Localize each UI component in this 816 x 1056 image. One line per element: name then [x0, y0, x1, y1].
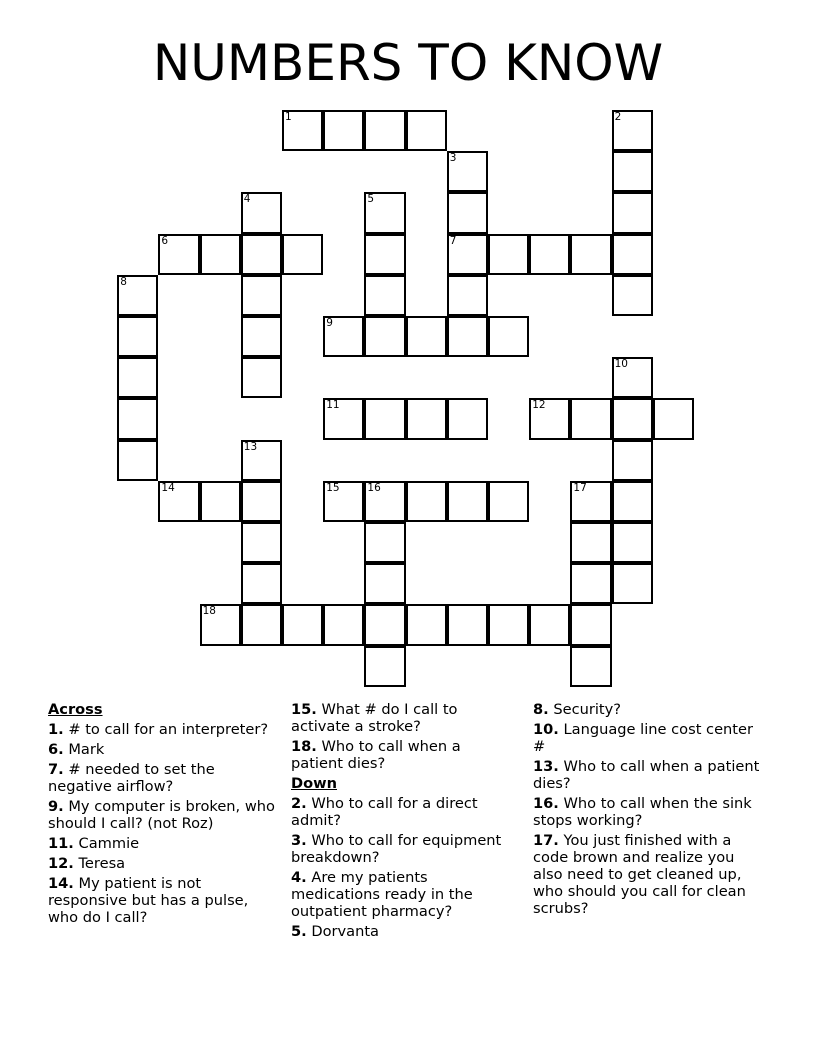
- clue-down-16: 16. Who to call when the sink stops working?: [533, 795, 752, 829]
- grid-cell[interactable]: [241, 234, 282, 275]
- grid-cell[interactable]: [447, 316, 488, 357]
- grid-cell[interactable]: [364, 398, 405, 439]
- grid-cell[interactable]: [529, 604, 570, 645]
- grid-cell[interactable]: [570, 604, 611, 645]
- grid-cell[interactable]: [241, 357, 282, 398]
- clue-number: 8: [120, 275, 127, 288]
- grid-cell[interactable]: [364, 481, 405, 522]
- clue-number: 2: [614, 111, 622, 123]
- grid-cell[interactable]: [447, 192, 488, 233]
- grid-cell[interactable]: [241, 440, 282, 481]
- grid-cell[interactable]: [612, 192, 653, 233]
- clue-number: 16: [367, 481, 381, 494]
- grid-cell[interactable]: [200, 604, 241, 645]
- grid-cell[interactable]: [364, 275, 405, 316]
- grid-cell[interactable]: [612, 440, 653, 481]
- clue-number: 6: [161, 234, 169, 247]
- grid-cell[interactable]: [323, 481, 364, 522]
- clue-number: 7: [449, 234, 457, 247]
- grid-cell[interactable]: [612, 522, 653, 563]
- clue-across-18: 18. Who to call when a patient dies?: [291, 738, 461, 772]
- clue-down-2: 2. Who to call for a direct admit?: [291, 795, 478, 829]
- grid-cell[interactable]: [241, 275, 282, 316]
- grid-cell[interactable]: [488, 481, 529, 522]
- grid-cell[interactable]: [570, 522, 611, 563]
- grid-cell[interactable]: [488, 316, 529, 357]
- clue-number: 10: [614, 358, 628, 371]
- clue-down-5: 5. Dorvanta: [291, 923, 380, 940]
- clue-column-3: [533, 701, 768, 920]
- grid-cell[interactable]: [447, 604, 488, 645]
- grid-cell[interactable]: [241, 563, 282, 604]
- grid-cell[interactable]: [570, 234, 611, 275]
- grid-cell[interactable]: [529, 234, 570, 275]
- clue-across-6: 6. Mark: [48, 741, 105, 758]
- grid-cell[interactable]: [406, 110, 447, 151]
- grid-cell[interactable]: [570, 563, 611, 604]
- grid-cell[interactable]: [447, 398, 488, 439]
- grid-cell[interactable]: [447, 481, 488, 522]
- clue-number: 12: [532, 399, 546, 412]
- grid-cell[interactable]: [241, 604, 282, 645]
- grid-cell[interactable]: [570, 646, 611, 687]
- grid-cell[interactable]: [612, 357, 653, 398]
- clue-across-7: 7. # needed to set the negative airflow?: [48, 761, 215, 795]
- grid-cell[interactable]: [612, 234, 653, 275]
- clue-down-13: 13. Who to call when a patient dies?: [533, 758, 760, 792]
- clue-column-1: [48, 701, 278, 929]
- grid-cell[interactable]: [200, 234, 241, 275]
- grid-cell[interactable]: [364, 110, 405, 151]
- grid-cell[interactable]: [653, 398, 694, 439]
- clue-across-14: 14. My patient is not responsive but has a pulse, who do I call?: [48, 875, 249, 926]
- grid-cell[interactable]: [406, 316, 447, 357]
- clue-number: 1: [285, 111, 292, 123]
- grid-cell[interactable]: [200, 481, 241, 522]
- clue-number: 14: [161, 481, 175, 494]
- grid-cell[interactable]: [529, 398, 570, 439]
- grid-cell[interactable]: [158, 481, 199, 522]
- grid-cell[interactable]: [117, 316, 158, 357]
- grid-cell[interactable]: [323, 110, 364, 151]
- grid-cell[interactable]: [241, 316, 282, 357]
- clue-across-1: 1. # to call for an interpreter?: [48, 721, 269, 738]
- clue-number: 5: [367, 193, 375, 206]
- clue-number: 3: [449, 152, 457, 165]
- grid-cell[interactable]: [447, 275, 488, 316]
- grid-cell[interactable]: [364, 522, 405, 563]
- grid-cell[interactable]: [364, 234, 405, 275]
- puzzle-title: NUMBERS TO KNOW: [152, 34, 664, 92]
- grid-cell[interactable]: [488, 234, 529, 275]
- grid-cell[interactable]: [117, 357, 158, 398]
- clue-down-3: 3. Who to call for equipment breakdown?: [291, 832, 502, 866]
- grid-cell[interactable]: [406, 398, 447, 439]
- grid-cell[interactable]: [282, 234, 323, 275]
- grid-cell[interactable]: [570, 398, 611, 439]
- grid-cell[interactable]: [241, 522, 282, 563]
- clue-down-17: 17. You just finished with a code brown and realize you also need to get cleaned up, who should you call for clean scrubs?: [533, 832, 746, 917]
- across-heading: Across: [48, 701, 103, 718]
- grid-cell[interactable]: [158, 234, 199, 275]
- clue-number: 18: [202, 605, 216, 618]
- grid-cell[interactable]: [241, 481, 282, 522]
- grid-cell[interactable]: [117, 440, 158, 481]
- grid-cell[interactable]: [282, 604, 323, 645]
- grid-cell[interactable]: [364, 563, 405, 604]
- grid-cell[interactable]: [406, 481, 447, 522]
- grid-cell[interactable]: [117, 275, 158, 316]
- grid-cell[interactable]: [612, 151, 653, 192]
- grid-cell[interactable]: [488, 604, 529, 645]
- grid-cell[interactable]: [364, 646, 405, 687]
- clue-column-2: [291, 701, 516, 943]
- grid-cell[interactable]: [612, 481, 653, 522]
- clue-number: 17: [573, 481, 587, 494]
- clue-across-11: 11. Cammie: [48, 835, 140, 852]
- grid-cell[interactable]: [282, 110, 323, 151]
- grid-cell[interactable]: [570, 481, 611, 522]
- grid-cell[interactable]: [612, 398, 653, 439]
- clue-number: 15: [326, 481, 340, 494]
- grid-cell[interactable]: [364, 192, 405, 233]
- clue-down-8: 8. Security?: [533, 701, 622, 718]
- clue-down-4: 4. Are my patients medications ready in the outpatient pharmacy?: [291, 869, 473, 920]
- grid-cell[interactable]: [612, 275, 653, 316]
- clue-number: 4: [243, 193, 251, 206]
- clue-across-12: 12. Teresa: [48, 855, 126, 872]
- grid-cell[interactable]: [447, 234, 488, 275]
- clue-across-9: 9. My computer is broken, who should I call? (not Roz): [48, 798, 275, 832]
- grid-cell[interactable]: [323, 398, 364, 439]
- grid-cell[interactable]: [241, 192, 282, 233]
- clue-across-15: 15. What # do I call to activate a stroke?: [291, 701, 458, 735]
- grid-cell[interactable]: [447, 151, 488, 192]
- grid-cell[interactable]: [323, 316, 364, 357]
- grid-cell[interactable]: [612, 563, 653, 604]
- down-heading: Down: [291, 775, 338, 792]
- grid-cell[interactable]: [364, 604, 405, 645]
- grid-cell[interactable]: [364, 316, 405, 357]
- clue-number: 11: [326, 399, 340, 412]
- grid-cell[interactable]: [117, 398, 158, 439]
- clue-number: 13: [243, 440, 258, 453]
- grid-cell[interactable]: [612, 110, 653, 151]
- grid-cell[interactable]: [406, 604, 447, 645]
- grid-cell[interactable]: [323, 604, 364, 645]
- clue-down-10: 10. Language line cost center #: [533, 721, 754, 755]
- clue-number: 9: [326, 317, 333, 329]
